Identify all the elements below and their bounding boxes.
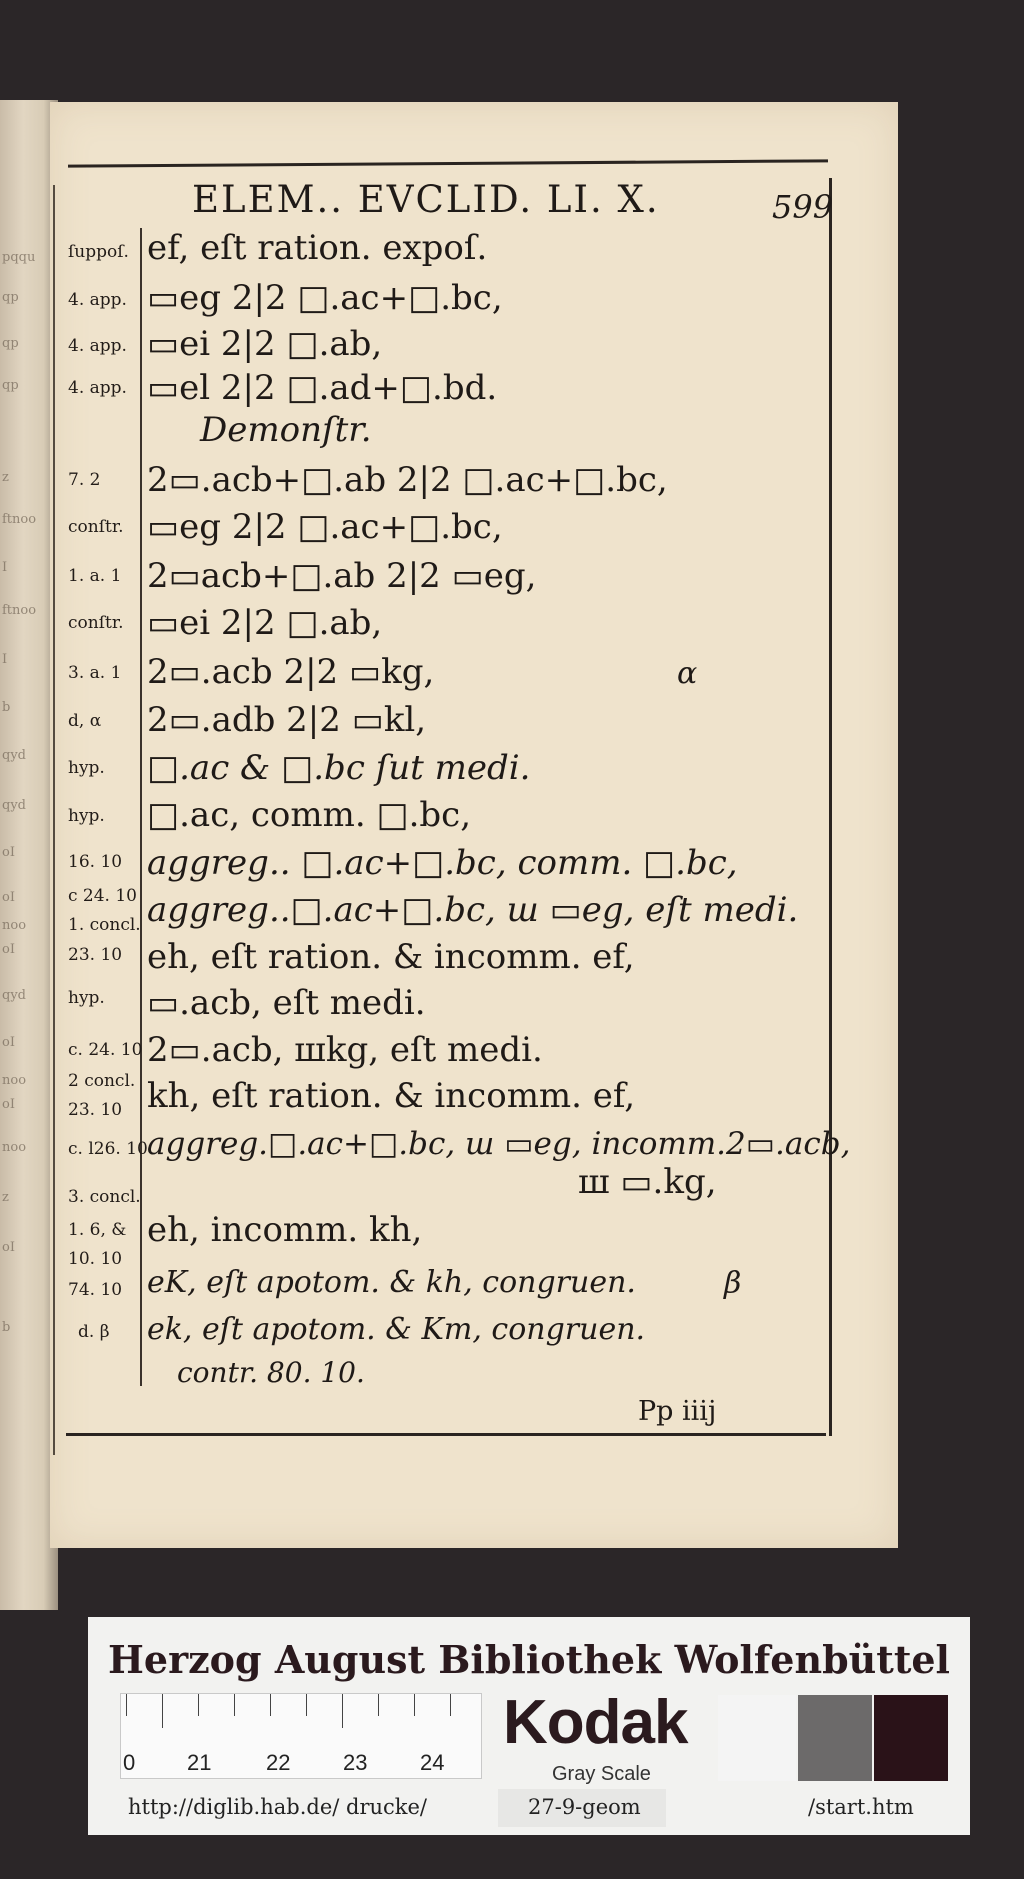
fragment: ftnoo bbox=[2, 603, 37, 618]
text-line: 2▭.acb 2|2 ▭kg, bbox=[147, 652, 435, 692]
library-name: Herzog August Bibliothek Wolfenbüttel bbox=[108, 1637, 950, 1682]
text-line: 2▭.adb 2|2 ▭kl, bbox=[147, 700, 427, 740]
gray-patch bbox=[798, 1695, 872, 1781]
ruler-tick bbox=[162, 1694, 163, 1728]
fragment: z bbox=[2, 470, 9, 485]
margin-note: 74. 10 bbox=[68, 1280, 123, 1300]
ruler-tick bbox=[414, 1694, 415, 1716]
fragment: oI bbox=[2, 845, 15, 860]
margin-note: 4. app. bbox=[68, 336, 127, 356]
fragment: I bbox=[2, 652, 8, 667]
fragment: qyd bbox=[2, 748, 26, 763]
margin-note: c. l26. 10 bbox=[68, 1139, 148, 1159]
ruler-tick bbox=[450, 1694, 451, 1716]
margin-note: 10. 10 bbox=[68, 1249, 123, 1269]
ruler-number: 0 bbox=[123, 1750, 136, 1775]
fragment: noo bbox=[2, 1140, 27, 1155]
text-line: 2▭.acb, шkg, eſt medi. bbox=[147, 1030, 543, 1070]
margin-note: 2 concl. bbox=[68, 1071, 136, 1091]
gutter-rule bbox=[53, 185, 55, 1455]
shelfmark: 27-9-geom bbox=[528, 1795, 641, 1819]
fragment: z bbox=[2, 1190, 9, 1205]
white-patch bbox=[718, 1695, 796, 1781]
text-line: ▭ei 2|2 □.ab, bbox=[147, 603, 383, 643]
ruler-tick bbox=[198, 1694, 199, 1716]
text-line: 2▭acb+□.ab 2|2 ▭eg, bbox=[147, 556, 537, 596]
text-line: ш ▭.kg, bbox=[578, 1162, 717, 1202]
text-line: □.ac & □.bc ſut medi. bbox=[147, 748, 531, 788]
running-title: ELEM.. EVCLID. LI. X. bbox=[192, 178, 660, 221]
margin-note: 3. concl. bbox=[68, 1187, 141, 1207]
ruler-tick bbox=[126, 1694, 127, 1716]
margin-note: 1. 6, & bbox=[68, 1220, 127, 1240]
margin-note: 1. concl. bbox=[68, 915, 141, 935]
text-line: eh, eſt ration. & incomm. ef, bbox=[147, 937, 635, 977]
ruler-number: 23 bbox=[343, 1750, 368, 1775]
margin-note: ſuppoſ. bbox=[68, 242, 129, 262]
text-line: ef, eſt ration. expoſ. bbox=[147, 228, 488, 268]
margin-note: 4. app. bbox=[68, 378, 127, 398]
fragment: I bbox=[2, 560, 8, 575]
margin-note: 1. a. 1 bbox=[68, 566, 122, 586]
margin-note: hyp. bbox=[68, 806, 105, 826]
ruler-number: 21 bbox=[187, 1750, 212, 1775]
text-line: □.ac, comm. □.bc, bbox=[147, 795, 472, 835]
fragment: qp bbox=[2, 378, 19, 393]
fragment: b bbox=[2, 1320, 11, 1335]
text-line: ▭eg 2|2 □.ac+□.bc, bbox=[147, 278, 503, 318]
library-color-strip bbox=[88, 1617, 970, 1835]
text-line: contr. 80. 10. bbox=[177, 1356, 365, 1389]
right-rule bbox=[829, 178, 832, 1436]
margin-note: 23. 10 bbox=[68, 945, 123, 965]
margin-note: conſtr. bbox=[68, 517, 124, 537]
margin-note: d. β bbox=[78, 1322, 110, 1342]
margin-note: hyp. bbox=[68, 988, 105, 1008]
text-line: ▭el 2|2 □.ad+□.bd. bbox=[147, 368, 498, 408]
fragment: oI bbox=[2, 1240, 15, 1255]
alpha-mark: α bbox=[677, 656, 698, 691]
bottom-rule bbox=[66, 1433, 826, 1436]
fragment: qyd bbox=[2, 988, 26, 1003]
black-patch bbox=[874, 1695, 948, 1781]
fragment: noo bbox=[2, 918, 27, 933]
fragment: noo bbox=[2, 1073, 27, 1088]
ruler-tick bbox=[342, 1694, 343, 1728]
text-line: ek, eſt apotom. & Km, congruen. bbox=[147, 1312, 646, 1347]
margin-note: c. 24. 10 bbox=[68, 1040, 143, 1060]
text-line: kh, eſt ration. & incomm. ef, bbox=[147, 1076, 636, 1116]
text-line: ▭eg 2|2 □.ac+□.bc, bbox=[147, 507, 503, 547]
fragment: oI bbox=[2, 942, 15, 957]
margin-note: hyp. bbox=[68, 758, 105, 778]
fragment: oI bbox=[2, 1097, 15, 1112]
beta-mark: β bbox=[724, 1266, 742, 1301]
ruler-number: 22 bbox=[266, 1750, 291, 1775]
text-line: eK, eſt apotom. & kh, congruen. bbox=[147, 1265, 636, 1300]
fragment: oI bbox=[2, 1035, 15, 1050]
text-line: 2▭.acb+□.ab 2|2 □.ac+□.bc, bbox=[147, 460, 668, 500]
ruler-tick bbox=[306, 1694, 307, 1716]
ruler-tick bbox=[234, 1694, 235, 1716]
ruler-number: 24 bbox=[420, 1750, 445, 1775]
url-left: http://diglib.hab.de/ drucke/ bbox=[128, 1795, 428, 1819]
kodak-logo: Kodak bbox=[503, 1688, 688, 1757]
demonstration-heading: Demonſtr. bbox=[200, 410, 372, 450]
fragment: pqqu bbox=[2, 250, 36, 265]
margin-note: conſtr. bbox=[68, 613, 124, 633]
ruler-tick bbox=[270, 1694, 271, 1716]
fragment: qyd bbox=[2, 798, 26, 813]
margin-note: 23. 10 bbox=[68, 1100, 123, 1120]
margin-note: c 24. 10 bbox=[68, 886, 137, 906]
signature-mark: Pp iiij bbox=[638, 1396, 717, 1427]
fragment: qp bbox=[2, 336, 19, 351]
text-line: eh, incomm. kh, bbox=[147, 1210, 423, 1250]
text-line: aggreg.. □.ac+□.bc, comm. □.bc, bbox=[147, 843, 738, 883]
margin-note: d, α bbox=[68, 711, 102, 731]
fragment: b bbox=[2, 700, 11, 715]
ruler bbox=[120, 1693, 482, 1779]
text-line: ▭ei 2|2 □.ab, bbox=[147, 324, 383, 364]
text-line: aggreg.□.ac+□.bc, ш ▭eg, incomm.2▭.acb, bbox=[147, 1126, 851, 1162]
text-line: ▭.acb, eſt medi. bbox=[147, 983, 426, 1023]
margin-note: 16. 10 bbox=[68, 852, 123, 872]
gray-scale-label: Gray Scale bbox=[552, 1763, 651, 1785]
margin-note: 4. app. bbox=[68, 290, 127, 310]
url-right: /start.htm bbox=[808, 1795, 914, 1819]
ruler-tick bbox=[378, 1694, 379, 1716]
fragment: qp bbox=[2, 290, 19, 305]
text-line: aggreg..□.ac+□.bc, ш ▭eg, eſt medi. bbox=[147, 890, 799, 930]
fragment: oI bbox=[2, 890, 15, 905]
margin-note: 7. 2 bbox=[68, 470, 101, 490]
page-number: 599 bbox=[772, 188, 834, 226]
fragment: ftnoo bbox=[2, 512, 37, 527]
margin-note: 3. a. 1 bbox=[68, 663, 122, 683]
